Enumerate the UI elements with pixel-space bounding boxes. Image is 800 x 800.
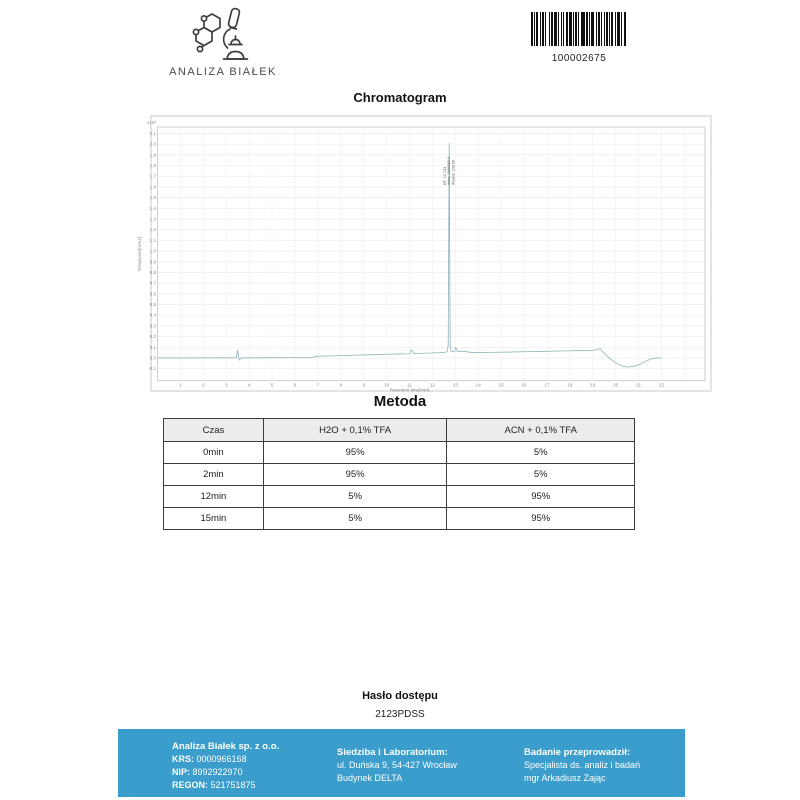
x-tick-label: 11	[407, 382, 412, 388]
table-cell: 12min	[164, 486, 264, 508]
x-tick-label: 5	[270, 382, 274, 388]
footer-examiner-title: Badanie przeprowadził:	[524, 747, 631, 758]
y-tick-label: -0.1	[148, 366, 156, 372]
x-tick-label: 7	[316, 382, 320, 388]
x-axis-title: Retention time[min]	[389, 387, 430, 392]
footer-location-title: Siedziba i Laboratorium:	[337, 747, 448, 758]
nip-label: NIP:	[172, 767, 190, 777]
y-tick-label: 1.2	[149, 227, 156, 233]
y-tick-label: 1.6	[149, 184, 156, 190]
microscope-molecule-icon	[190, 6, 256, 64]
y-tick-label: 0.7	[149, 280, 156, 286]
y-tick-label: 1.7	[149, 173, 156, 179]
y-tick-label: 1.3	[149, 216, 156, 222]
x-tick-label: 10	[384, 382, 390, 388]
footer-company	[172, 740, 279, 792]
table-row	[164, 486, 635, 508]
nip-value: 8992922970	[192, 767, 243, 777]
table-cell: 95%	[263, 442, 447, 464]
x-tick-label: 21	[636, 382, 642, 388]
x-tick-label: 9	[362, 382, 365, 388]
password-label: Hasło dostępu	[362, 690, 438, 702]
x-tick-label: 20	[613, 382, 619, 388]
peak-annotation-line: RT: 12.733	[442, 166, 447, 185]
footer-examiner-line2: mgr Arkadiusz Zając	[524, 773, 606, 783]
table-cell: 5%	[447, 442, 635, 464]
footer-company-name: Analiza Białek sp. z o.o.	[172, 741, 280, 752]
x-tick-label: 14	[475, 382, 481, 388]
x-tick-label: 13	[452, 382, 458, 388]
table-cell: 5%	[447, 464, 635, 486]
x-tick-label: 18	[567, 382, 573, 388]
chromatogram-svg	[135, 114, 712, 392]
table-cell: 5%	[263, 508, 447, 530]
footer-nip	[172, 766, 279, 779]
y-tick-label: 1.5	[149, 195, 156, 201]
x-tick-label: 6	[293, 382, 297, 388]
y-tick-label: 0.0	[149, 355, 156, 361]
footer	[118, 729, 685, 797]
table-row	[164, 464, 635, 486]
y-tick-label: 0.8	[149, 269, 156, 275]
x-tick-label: 3	[224, 382, 228, 388]
y-tick-label: 0.9	[149, 259, 156, 265]
footer-examiner	[524, 746, 640, 785]
column-header: ACN + 0,1% TFA	[447, 419, 635, 442]
x-tick-label: 22	[658, 382, 665, 388]
barcode	[531, 12, 627, 64]
y-tick-label: 2.1	[149, 130, 156, 136]
x-tick-label: 1	[179, 382, 182, 388]
table-cell: 0min	[164, 442, 264, 464]
figure-frame	[151, 116, 711, 391]
y-tick-label: 0.2	[149, 334, 156, 340]
y-tick-label: 0.1	[149, 344, 156, 350]
footer-location	[337, 746, 457, 785]
x-tick-label: 4	[247, 382, 251, 388]
y-tick-label: 0.6	[149, 291, 156, 297]
y-axis-title: Response[mAU]	[137, 237, 142, 271]
y-tick-label: 1.8	[149, 163, 156, 169]
table-cell: 5%	[263, 486, 447, 508]
y-tick-label: 1.9	[149, 152, 156, 158]
regon-value: 521751875	[210, 780, 256, 790]
table-header-row	[164, 419, 635, 442]
chromatogram-chart	[135, 114, 712, 392]
peak-annotation-line: Area%: 100.00	[451, 159, 456, 185]
footer-examiner-line1: Specjalista ds. analiz i badań	[524, 760, 641, 770]
y-tick-label: 1.0	[149, 248, 156, 254]
krs-label: KRS:	[172, 754, 194, 764]
krs-value: 0000966168	[196, 754, 247, 764]
footer-regon	[172, 779, 279, 792]
x-tick-label: 8	[339, 382, 343, 388]
logo	[168, 6, 278, 78]
peak-annotation-line: Area: 1886480.0	[447, 156, 452, 185]
y-tick-label: 0.4	[149, 312, 156, 318]
y-tick-label: 1.1	[149, 237, 156, 243]
brand-name: ANALIZA BIAŁEK	[169, 66, 277, 78]
table-row	[164, 508, 635, 530]
footer-location-line2: Budynek DELTA	[337, 773, 403, 783]
x-tick-label: 17	[544, 382, 550, 388]
x-tick-label: 19	[590, 382, 596, 388]
password-value: 2123PDSS	[375, 709, 425, 720]
metoda-title: Metoda	[373, 393, 427, 410]
footer-krs	[172, 753, 279, 766]
y-tick-label: 1.4	[149, 205, 156, 211]
table-cell: 95%	[447, 508, 635, 530]
table-cell: 15min	[164, 508, 264, 530]
y-tick-label: 2.0	[149, 141, 156, 147]
method-table	[163, 418, 635, 530]
chromatogram-title: Chromatogram	[353, 90, 447, 105]
table-cell: 2min	[164, 464, 264, 486]
table-row	[164, 442, 635, 464]
y-tick-label: 0.5	[149, 302, 156, 308]
barcode-image	[531, 12, 627, 46]
x-tick-label: 16	[521, 382, 527, 388]
column-header: Czas	[164, 419, 264, 442]
y-tick-label: 0.3	[149, 323, 156, 329]
x-tick-label: 12	[429, 382, 435, 388]
column-header: H2O + 0,1% TFA	[263, 419, 447, 442]
x-tick-label: 2	[202, 382, 205, 388]
x-tick-label: 15	[498, 382, 504, 388]
y-axis-multiplier: x10²	[147, 120, 156, 125]
password-block	[0, 690, 800, 720]
footer-location-line1: ul. Duńska 9, 54-427 Wrocław	[337, 760, 457, 770]
barcode-value: 100002675	[551, 53, 607, 64]
table-cell: 95%	[263, 464, 447, 486]
regon-label: REGON:	[172, 780, 208, 790]
table-cell: 95%	[447, 486, 635, 508]
